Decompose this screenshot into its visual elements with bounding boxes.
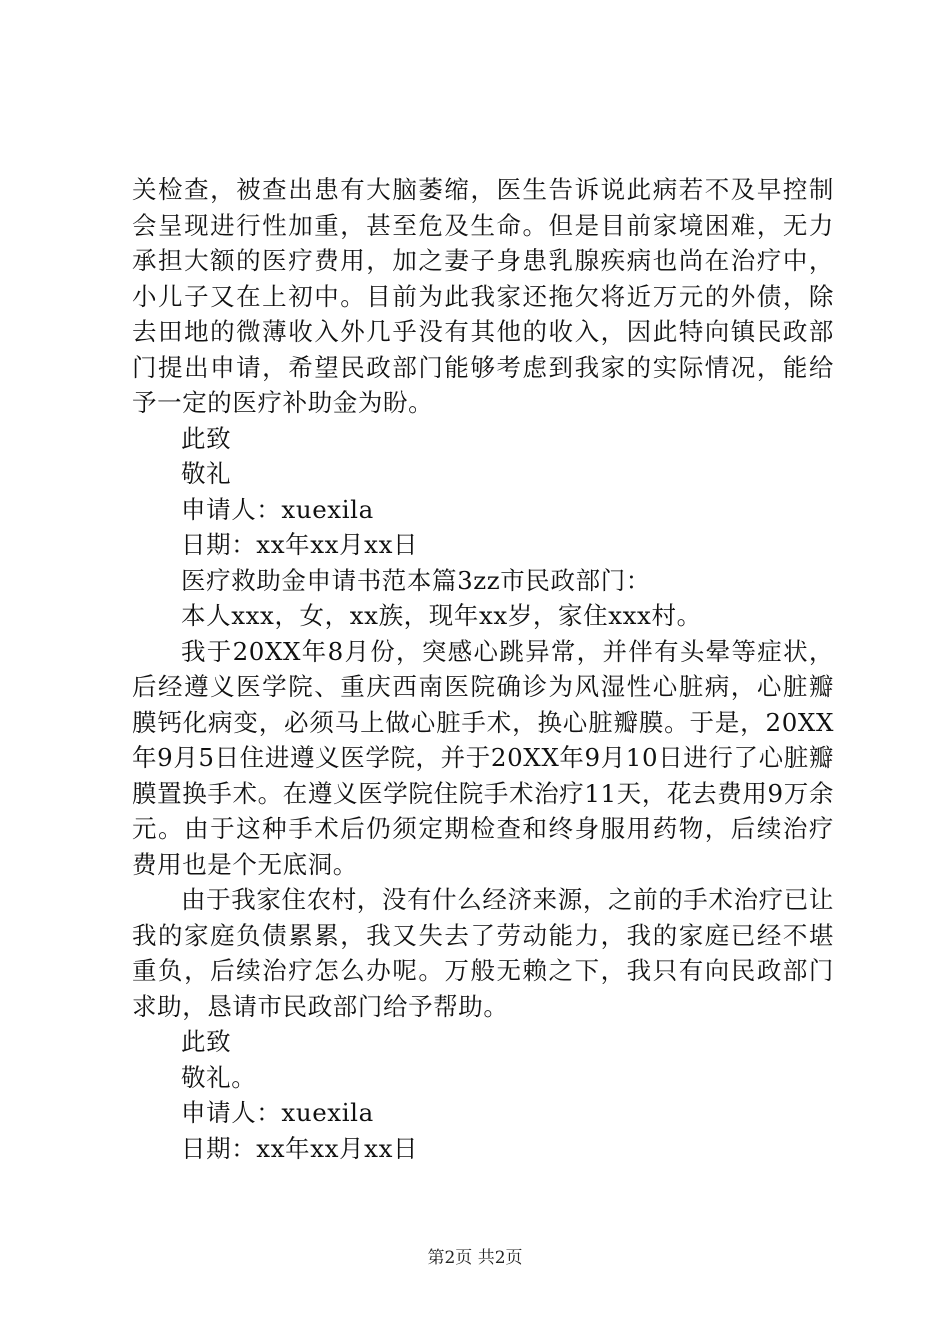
- date-line: 日期：xx年xx月xx日: [181, 530, 419, 559]
- date-line-2: 日期：xx年xx月xx日: [181, 1133, 419, 1163]
- request-paragraph: 由于我家住农村，没有什么经济来源，之前的手术治疗已让我的家庭负债累累，我又失去了劳动能力，我的家庭已经不堪重负，后续治疗怎么办呢。万般无赖之下，我只有向民政部门求助，恳请市民政部门给予帮助。: [132, 885, 834, 1021]
- self-introduction: 本人xxx，女，xx族，现年xx岁，家住xxx村。: [181, 601, 702, 630]
- salutation-cizhi: 此致: [181, 423, 232, 453]
- sample-heading: 医疗救助金申请书范本篇3zz市民政部门：: [181, 565, 651, 595]
- illness-paragraph: 我于20XX年8月份，突感心跳异常，并伴有头晕等症状，后经遵义医学院、重庆西南医院确诊为风湿性心脏病，心脏瓣膜钙化病变，必须马上做心脏手术，换心脏瓣膜。于是，20XX年9月5日住进遵义医学院，并于20XX年9月10日进行了心脏瓣膜置换手术。在遵义医学院住院手术治疗11天，花去费用9万余元。由于这种手术后仍须定期检查和终身服用药物，后续治疗费用也是个无底洞。: [132, 636, 834, 879]
- salutation-jingli: 敬礼: [181, 459, 232, 488]
- salutation-cizhi-2: 此致: [181, 1027, 232, 1056]
- page-number-footer: 第2页 共2页: [427, 1248, 523, 1268]
- document-body: [132, 172, 834, 1166]
- salutation-jingli-2: 敬礼。: [181, 1062, 257, 1092]
- applicant-line-2: 申请人：xuexila: [181, 1098, 374, 1127]
- applicant-line: 申请人：xuexila: [181, 494, 374, 524]
- paragraph-continuation: 关检查，被查出患有大脑萎缩，医生告诉说此病若不及早控制会呈现进行性加重，甚至危及生命。但是目前家境困难，无力承担大额的医疗费用，加之妻子身患乳腺疾病也尚在治疗中，小儿子又在上初中。目前为此我家还拖欠将近万元的外债，除去田地的微薄收入外几乎没有其他的收入，因此特向镇民政部门提出申请，希望民政部门能够考虑到我家的实际情况，能给予一定的医疗补助金为盼。: [132, 175, 834, 417]
